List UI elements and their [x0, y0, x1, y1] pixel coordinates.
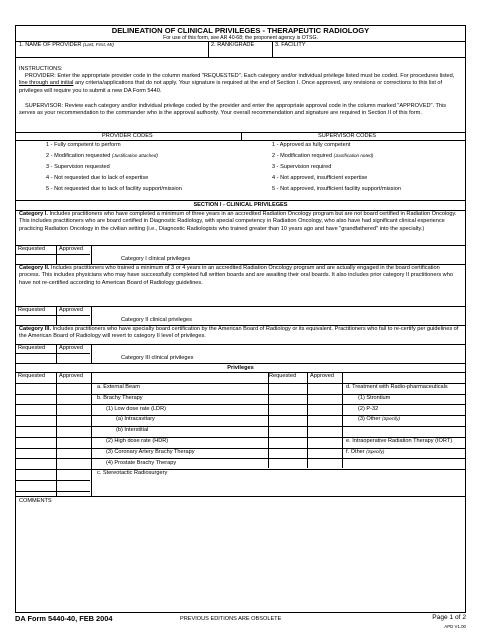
- privilege-item-left: a. External Beam: [97, 384, 140, 390]
- privilege-requested-field[interactable]: [17, 437, 55, 446]
- privilege-right-approved-field[interactable]: [308, 405, 341, 414]
- category-1-description: Category I. Includes practitioners who have completed a minimum of three years in an accredited Radiation Oncology program but are not board certified in Radiation Oncology. This includes practitioners who are board certified in Diagnostic Radiology, with special competency in Radiation Oncology, who also have had significant clinical experience practicing Radiation Oncology in the civilian setting (i.e., Diagnostic Radiologists who trained greater than 10 years ago and have "grandfathered" into the specialty.): [19, 211, 457, 232]
- provider-code-2: [46, 153, 158, 160]
- category-3-description: Category III. Includes practitioners who have specialty board certification by the American Board of Radiology or its equivalent. Practitioners who fail to re-certify per guidelines of the American Board of Radiology will revert to category II level of privileges.: [19, 326, 459, 340]
- privilege-item-text: e. Intraoperative Radiation Therapy (IORT): [346, 438, 453, 444]
- cat3-approved-header: Approved: [59, 345, 83, 351]
- form-id: DA Form 5440-40, FEB 2004: [15, 614, 113, 623]
- facility-label: 3. FACILITY: [275, 42, 306, 48]
- provider-code-1: [46, 142, 121, 149]
- privilege-item-left: (b) Interstitial: [116, 427, 149, 434]
- privilege-item-left: (a) Intracavitary: [116, 416, 155, 423]
- cat1-approved-header: Approved: [59, 246, 83, 252]
- privilege-item-left: (4) Prostate Brachy Therapy: [106, 459, 177, 466]
- supervisor-codes-header: SUPERVISOR CODES: [318, 133, 377, 139]
- comments-label: COMMENTS: [19, 498, 52, 504]
- privilege-right-approved-field[interactable]: [308, 383, 341, 392]
- privilege-item-right: [358, 395, 390, 402]
- provider-codes-header: PROVIDER CODES: [102, 133, 153, 139]
- privilege-item-text: (1) Strontium: [358, 394, 391, 401]
- privilege-item-left: (1) Low dose rate (LDR): [106, 405, 166, 412]
- supervisor-code-text: 3 - Supervision required: [272, 164, 332, 170]
- provider-code-4: [46, 175, 148, 182]
- privilege-right-approved-field[interactable]: [308, 394, 341, 403]
- privileges-right-approved-header: Approved: [310, 373, 334, 379]
- privileges-left-requested-header: Requested: [18, 373, 46, 379]
- supervisor-code-text: 2 - Modification required: [272, 153, 334, 159]
- cat1-requested-header: Requested: [18, 246, 46, 252]
- cat2-approved-field[interactable]: [57, 316, 90, 325]
- privilege-requested-field[interactable]: [17, 394, 55, 403]
- privilege-right-approved-field[interactable]: [308, 437, 341, 446]
- provider-code-text: 4 - Not requested due to lack of expertise: [46, 175, 149, 181]
- provider-code-text: 2 - Modification requested: [46, 153, 112, 159]
- privilege-item-left: c. Stereotactic Radiosurgery: [97, 470, 168, 477]
- privilege-approved-field[interactable]: [57, 405, 90, 414]
- cat2-approved-header: Approved: [59, 307, 83, 313]
- cat3-approved-field[interactable]: [57, 354, 90, 363]
- category-2-label: Category II clinical privileges: [121, 317, 192, 323]
- provider-instructions: PROVIDER: Enter the appropriate provider code in the column marked "REQUESTED". Each category and/or individual privilege listed must be coded. For procedures listed, line through and initial any criteria/applications that do not apply. Your signature is required at the end of Section I. Once approved, any revisions or corrections to this list of privileges will require you to submit a new DA Form 5440.: [19, 73, 455, 94]
- cat2-requested-field[interactable]: [17, 316, 55, 325]
- page-number: Page 1 of 2: [432, 614, 466, 621]
- form-title: DELINEATION OF CLINICAL PRIVILEGES - THERAPEUTIC RADIOLOGY: [111, 26, 370, 35]
- supervisor-instructions: SUPERVISOR: Review each category and/or individual privilege coded by the provider and enter the appropriate approval code in the column marked "APPROVED". This serves as your recommendation to the commander who is the approval authority. Your overall recommendation and signature are required in Section II of this form.: [19, 103, 447, 117]
- provider-name-label: 1. NAME OF PROVIDER (Last, First, MI): [19, 42, 114, 48]
- category-3-label: Category III clinical privileges: [121, 355, 194, 361]
- rank-grade-label: 2. RANK/GRADE: [211, 42, 255, 48]
- privilege-requested-field[interactable]: [17, 426, 55, 435]
- provider-code-3: [46, 164, 110, 171]
- cat2-requested-header: Requested: [18, 307, 46, 313]
- privilege-requested-field[interactable]: [17, 459, 55, 468]
- form-version: APD V1.00: [444, 624, 466, 629]
- category-1-label: Category I clinical privileges: [121, 256, 191, 262]
- privilege-requested-field[interactable]: [17, 383, 55, 392]
- privilege-item-right: [346, 438, 452, 445]
- cat3-requested-header: Requested: [18, 345, 46, 351]
- privilege-approved-field[interactable]: [57, 469, 90, 478]
- privilege-item-text: f. Other: [346, 448, 367, 455]
- cat1-requested-field[interactable]: [17, 255, 55, 264]
- provider-code-text: 3 - Supervision requested: [46, 164, 110, 170]
- supervisor-code-3: [272, 164, 331, 171]
- provider-code-text: 5 - Not requested due to lack of facility support/mission: [46, 186, 182, 192]
- privilege-item-note: (Specify): [381, 416, 401, 422]
- cat1-approved-field[interactable]: [57, 255, 90, 264]
- instructions-heading: INSTRUCTIONS:: [19, 66, 63, 72]
- privilege-right-approved-field[interactable]: [308, 448, 341, 457]
- category-2-description: Category II. Includes practitioners who trained a minimum of 3 or 4 years in an accredited Radiation Oncology program and are actually engaged in the board certification process. This includes physicians who may have successfully completed full written boards and are awaiting their oral boards. It also includes prior category II practitioners who have not re-certified according to American Board of Radiology guidelines.: [19, 265, 453, 286]
- privilege-item-text: d. Treatment with Radio-pharmaceuticals: [346, 384, 448, 390]
- privilege-requested-field[interactable]: [17, 448, 55, 457]
- privilege-item-right: [358, 406, 378, 413]
- form-container: [15, 25, 466, 613]
- privilege-item-left: b. Brachy Therapy: [97, 394, 143, 401]
- privilege-right-requested-field[interactable]: [269, 448, 306, 457]
- supervisor-code-4: [272, 175, 367, 182]
- supervisor-code-5: [272, 186, 401, 193]
- privileges-title: Privileges: [227, 365, 254, 371]
- supervisor-code-text: 5 - Not approved, insufficient facility support/mission: [272, 186, 401, 192]
- privilege-right-requested-field[interactable]: [269, 394, 306, 403]
- privilege-requested-field[interactable]: [17, 405, 55, 414]
- provider-code-5: [46, 186, 182, 193]
- privilege-right-requested-field[interactable]: [269, 437, 306, 446]
- privilege-item-left: (3) Coronary Artery Brachy Therapy: [106, 448, 195, 455]
- privilege-right-approved-field[interactable]: [308, 415, 341, 424]
- supervisor-code-text: 1 - Approved as fully competent: [272, 142, 351, 148]
- privilege-right-requested-field[interactable]: [269, 405, 306, 414]
- privilege-item-right: [346, 449, 384, 456]
- privilege-requested-field[interactable]: [17, 469, 55, 478]
- privilege-item-text: (3) Other: [358, 416, 382, 423]
- privilege-item-right: [346, 384, 448, 391]
- privilege-right-requested-field[interactable]: [269, 426, 306, 435]
- privilege-requested-field[interactable]: [17, 415, 55, 424]
- privilege-approved-field[interactable]: [57, 394, 90, 403]
- privilege-item-note: (Specify): [366, 448, 385, 454]
- supervisor-code-2: [272, 153, 373, 160]
- privilege-item-text: (2) P-32: [358, 405, 379, 412]
- privileges-left-approved-header: Approved: [59, 373, 83, 379]
- privilege-approved-field[interactable]: [57, 426, 90, 435]
- obsolete-notice: PREVIOUS EDITIONS ARE OBSOLETE: [180, 616, 282, 622]
- provider-code-note: (Justification attached): [111, 153, 158, 158]
- cat3-requested-field[interactable]: [17, 354, 55, 363]
- privilege-item-left: (2) High dose rate (HDR): [106, 438, 169, 444]
- privileges-right-requested-header: Requested: [269, 373, 297, 379]
- privilege-right-requested-field[interactable]: [269, 383, 306, 392]
- privilege-approved-field[interactable]: [57, 383, 90, 392]
- privilege-right-requested-field[interactable]: [269, 415, 306, 424]
- form-subtitle: For use of this form, see AR 40-68; the proponent agency is OTSG.: [163, 35, 318, 41]
- privilege-approved-field[interactable]: [57, 415, 90, 424]
- privilege-approved-field[interactable]: [57, 437, 90, 446]
- supervisor-code-1: [272, 142, 350, 149]
- privilege-item-right: [358, 416, 400, 423]
- privilege-approved-field[interactable]: [57, 448, 90, 457]
- comments-field[interactable]: [18, 506, 463, 611]
- supervisor-code-note: (Justification noted): [333, 153, 374, 158]
- privilege-approved-field[interactable]: [57, 459, 90, 468]
- supervisor-code-text: 4 - Not approved, insufficient expertise: [272, 175, 368, 181]
- section-1-title: SECTION I - CLINICAL PRIVILEGES: [193, 202, 288, 208]
- provider-code-text: 1 - Fully competent to perform: [46, 142, 121, 148]
- provider-fields-input-area[interactable]: [18, 43, 463, 57]
- privilege-right-approved-field[interactable]: [308, 426, 341, 435]
